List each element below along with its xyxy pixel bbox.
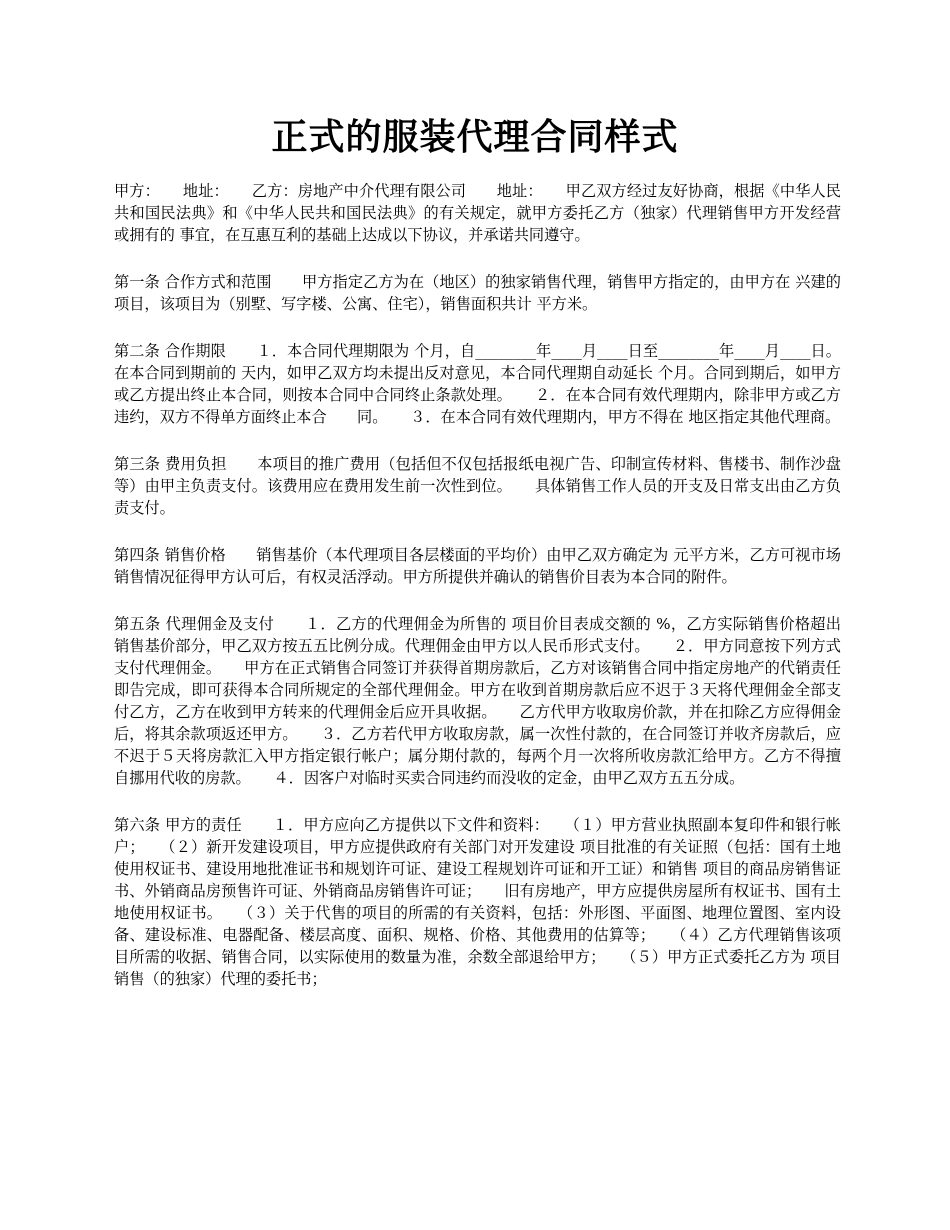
paragraph-article-2: 第二条 合作期限 １．本合同代理期限为 个月，自________年____月____日至________年____月____日。在本合同到期前的 天内，如甲乙双方均未提出反对意见，本合同代理期自动延长 个月。合同到期后，如甲方或乙方提出终止本合同，则按本合同中合同终止条款处理。 ２．在本合同有效代理期内，除非甲方或乙方违约，双方不得单方面终止本合 同。 ３．在本合同有效代理期内，甲方不得在 地区指定其他代理商。 — [114, 342, 841, 426]
paragraph-article-6: 第六条 甲方的责任 １．甲方应向乙方提供以下文件和资料： （１）甲方营业执照副本复印件和银行帐户； （２）新开发建设项目，甲方应提供政府有关部门对开发建设 项目批准的有关证照（包括：国有土地使用权证书、建设用地批准证书和规划许可证、建设工程规划许可证和开工证）和销售 项目的商品房销售证书、外销商品房预售许可证、外销商品房销售许可证； 旧有房地产，甲方应提供房屋所有权证书、国有土地使用权证书。 （３）关于代售的项目的所需的有关资料，包括：外形图、平面图、地理位置图、室内设备、建设标准、电器配备、楼层高度、面积、规格、价格、其他费用的估算等； （４）乙方代理销售该项目所需的收据、销售合同，以实际使用的数量为准，余数全部退给甲方； （５）甲方正式委托乙方为 项目销售（的独家）代理的委托书； — [114, 816, 841, 988]
paragraph-article-3: 第三条 费用负担 本项目的推广费用（包括但不仅包括报纸电视广告、印制宣传材料、售楼书、制作沙盘等）由甲主负责支付。该费用应在费用发生前一次性到位。 具体销售工作人员的开支及日常支出由乙方负责支付。 — [114, 455, 841, 517]
paragraph-article-4: 第四条 销售价格 销售基价（本代理项目各层楼面的平均价）由甲乙双方确定为 元平方米，乙方可视市场销售情况征得甲方认可后，有权灵活浮动。甲方所提供并确认的销售价目表为本合同的附件。 — [114, 546, 841, 586]
document-title: 正式的服装代理合同样式 — [271, 116, 679, 158]
paragraph-article-5: 第五条 代理佣金及支付 １．乙方的代理佣金为所售的 项目价目表成交额的 %，乙方实际销售价格超出销售基价部分，甲乙双方按五五比例分成。代理佣金由甲方以人民币形式支付。 ２．甲方同意按下列方式支付代理佣金。 甲方在正式销售合同签订并获得首期房款后，乙方对该销售合同中指定房地产的代销责任即告完成，即可获得本合同所规定的全部代理佣金。甲方在收到首期房款后应不迟于３天将代理佣金全部支付乙方，乙方在收到甲方转来的代理佣金后应开具收据。 乙方代甲方收取房价款，并在扣除乙方应得佣金后，将其余款项返还甲方。 ３．乙方若代甲方收取房款，属一次性付款的，在合同签订并收齐房款后，应不迟于５天将房款汇入甲方指定银行帐户；属分期付款的，每两个月一次将所收房款汇给甲方。乙方不得擅自挪用代收的房款。 ４．因客户对临时买卖合同违约而没收的定金，由甲乙双方五五分成。 — [114, 615, 841, 787]
paragraph-parties: 甲方： 地址： 乙方：房地产中介代理有限公司 地址： 甲乙双方经过友好协商，根据《中华人民共和国民法典》和《中华人民共和国民法典》的有关规定，就甲方委托乙方（独家）代理销售甲方开发经营或拥有的 事宜，在互惠互利的基础上达成以下协议，并承诺共同遵守。 — [114, 182, 841, 244]
paragraph-article-1: 第一条 合作方式和范围 甲方指定乙方为在（地区）的独家销售代理，销售甲方指定的，由甲方在 兴建的 项目，该项目为（别墅、写字楼、公寓、住宅），销售面积共计 平方米。 — [114, 273, 841, 313]
document-body — [114, 180, 841, 1015]
